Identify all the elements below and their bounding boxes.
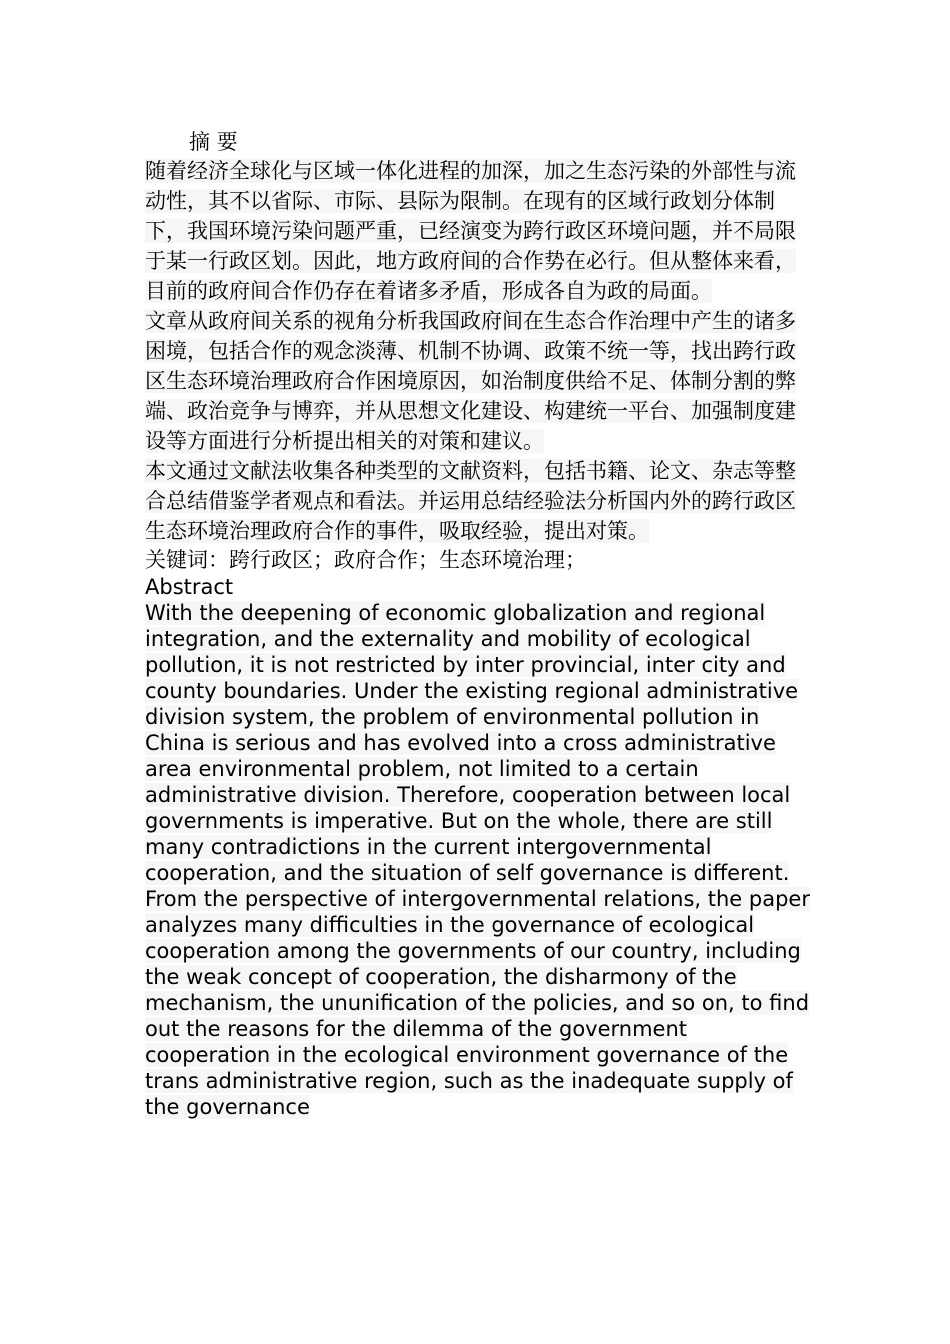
chinese-keywords: 关键词：跨行政区；政府合作；生态环境治理； [145, 548, 586, 572]
english-paragraph-2: From the perspective of intergovernmental relations, the paper analyzes many difficulties in the governance of ecological cooperation among the governments of our country, including the weak concept of cooperation, the disharmony of the mechanism, the ununification of the policies, and so on, to find out the reasons for the dilemma of the government cooperation in the ecological environment governance of the trans administrative region, such as the inadequate supply of the governance [145, 887, 810, 1119]
english-abstract-title: Abstract [145, 575, 234, 599]
chinese-paragraph-1: 随着经济全球化与区域一体化进程的加深，加之生态污染的外部性与流动性，其不以省际、市际、县际为限制。在现有的区域行政划分体制下，我国环境污染问题严重，已经演变为跨行政区环境问题，并不局限于某一行政区划。因此，地方政府间的合作势在必行。但从整体来看，目前的政府间合作仍存在着诸多矛盾，形成各自为政的局面。 [145, 159, 796, 303]
chinese-paragraph-3: 本文通过文献法收集各种类型的文献资料，包括书籍、论文、杂志等整合总结借鉴学者观点和看法。并运用总结经验法分析国内外的跨行政区生态环境治理政府合作的事件，吸取经验，提出对策。 [145, 459, 796, 543]
english-paragraph-1: With the deepening of economic globalization and regional integration, and the externality and mobility of ecological pollution, it is not restricted by inter provincial, inter city and county boundaries. Under the existing regional administrative division system, the problem of environmental pollution in China is serious and has evolved into a cross administrative area environmental problem, not limited to a certain administrative division. Therefore, cooperation between local governments is imperative. But on the whole, there are still many contradictions in the current intergovernmental cooperation, and the situation of self governance is different. [145, 601, 799, 885]
chinese-paragraph-2: 文章从政府间关系的视角分析我国政府间在生态合作治理中产生的诸多困境，包括合作的观念淡薄、机制不协调、政策不统一等，找出跨行政区生态环境治理政府合作困境原因，如治制度供给不足、体制分割的弊端、政治竞争与博弈，并从思想文化建设、构建统一平台、加强制度建设等方面进行分析提出相关的对策和建议。 [145, 309, 796, 453]
chinese-abstract-title: 摘 要 [189, 130, 238, 154]
document-page [145, 128, 810, 1120]
